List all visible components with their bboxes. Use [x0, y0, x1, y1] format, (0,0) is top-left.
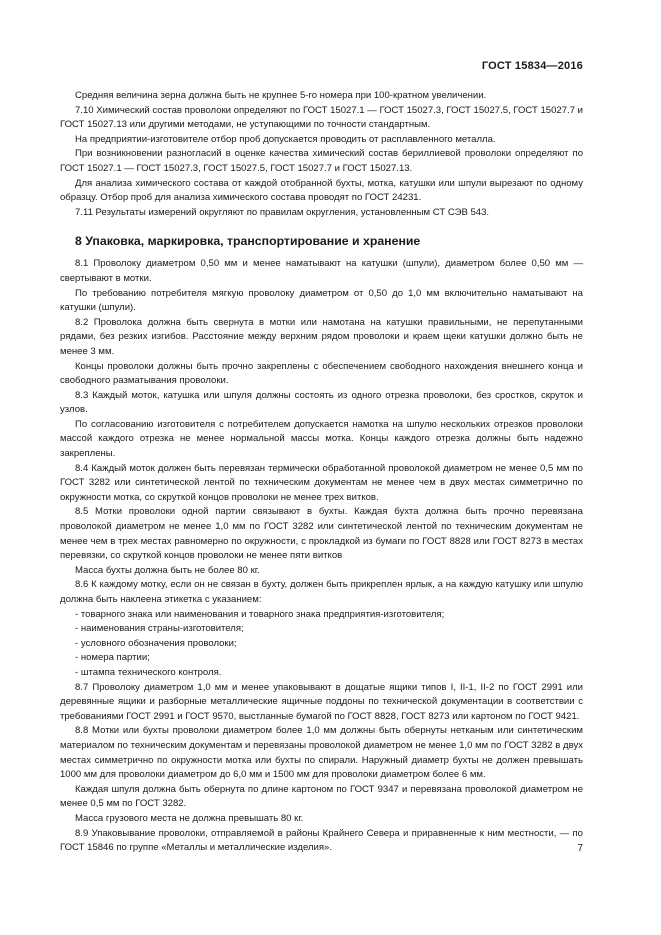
list-item: - номера партии;	[75, 652, 150, 664]
paragraph: 8.4 Каждый моток должен быть перевязан термически обработанной проволокой диаметром не менее 0,5 мм по ГОСТ 3282 или синтетической лентой по техническим документам не менее чем в двух местах симметрично по окружности мотка, со скруткой концов проволоки не менее трех витков.	[60, 462, 583, 503]
paragraph: 8.3 Каждый моток, катушка или шпуля должны состоять из одного отрезка проволоки, без сростков, скруток и узлов.	[60, 389, 583, 416]
list-item: - штампа технического контроля.	[75, 666, 222, 678]
document-header: ГОСТ 15834—2016	[481, 60, 583, 72]
paragraph: 8.1 Проволоку диаметром 0,50 мм и менее наматывают на катушки (шпули), диаметром более 0,50 мм — свертывают в мотки.	[60, 258, 583, 284]
paragraph: На предприятии-изготовителе отбор проб допускается проводить от расплавленного металла.	[75, 133, 496, 145]
paragraph: При возникновении разногласий в оценке качества химический состав бериллиевой проволоки определяют по ГОСТ 15027.1 — ГОСТ 15027.3, ГОСТ 15027.5, ГОСТ 15027.7 и ГОСТ 15027.13.	[60, 148, 583, 174]
page-number: 7	[577, 843, 583, 854]
paragraph: Для анализа химического состава от каждой отобранной бухты, мотка, катушки или шпули вырезают по одному образцу. Отбор проб для анализа химического состава проводят по ГОСТ 24231.	[60, 177, 583, 204]
list-item: - условного обозначения проволоки;	[75, 637, 237, 649]
list-item: - наименования страны-изготовителя;	[75, 623, 244, 635]
paragraph: 8.5 Мотки проволоки одной партии связывают в бухты. Каждая бухта должна быть прочно перевязана проволокой диаметром не менее 1,0 мм по ГОСТ 3282 или синтетической лентой по техническим документам не менее чем в трех местах равномерно по окружности, с прокладкой из бумаги по ГОСТ 8828 или ГОСТ 8273 в местах перевязки, со скруткой концов проволоки не менее пяти витков	[60, 506, 583, 562]
paragraph: Масса грузового места не должна превышать 80 кг.	[75, 812, 304, 824]
paragraph: Средняя величина зерна должна быть не крупнее 5-го номера при 100-кратном увеличении.	[75, 90, 487, 101]
paragraph: 8.6 К каждому мотку, если он не связан в бухту, должен быть прикреплен ярлык, а на каждую катушку или шпулю должна быть наклеена этикетка с указанием:	[60, 579, 583, 605]
paragraph: 8.7 Проволоку диаметром 1,0 мм и менее упаковывают в дощатые ящики типов I, II-1, II-2 по ГОСТ 2991 или деревянные ящики и разборные металлические ящичные поддоны по технической документации в соответствии с требованиями ГОСТ 2991 и ГОСТ 9570, выстланные бумагой по ГОСТ 8828, ГОСТ 8273 или картоном по ГОСТ 9421.	[60, 681, 583, 722]
paragraph: По требованию потребителя мягкую проволоку диаметром от 0,50 до 1,0 мм включительно наматывают на катушки (шпули).	[60, 287, 583, 314]
paragraph: По согласованию изготовителя с потребителем допускается намотка на шпулю нескольких отрезков проволоки массой каждого отрезка не менее нормальной массы мотка. Концы каждого отрезка должны быть надежно закреплены.	[60, 418, 583, 460]
paragraph: 8.2 Проволока должна быть свернута в мотки или намотана на катушки правильными, не перепутанными рядами, без резких изгибов. Расстояние между верхним рядом проволоки и краем щеки катушки должно быть не менее 3 мм.	[60, 316, 583, 357]
list-item: - товарного знака или наименования и товарного знака предприятия-изготовителя;	[75, 608, 445, 620]
paragraph: 8.9 Упаковывание проволоки, отправляемой в районы Крайнего Севера и приравненные к ним местности, — по ГОСТ 15846 по группе «Металлы и металлические изделия».	[60, 827, 583, 854]
section-title: 8 Упаковка, маркировка, транспортирование и хранение	[75, 234, 421, 249]
paragraph: Концы проволоки должны быть прочно закреплены с обеспечением свободного нахождения внешнего конца и свободного разматывания проволоки.	[60, 360, 583, 387]
paragraph: 7.10 Химический состав проволоки определяют по ГОСТ 15027.1 — ГОСТ 15027.3, ГОСТ 15027.5, ГОСТ 15027.7 и ГОСТ 15027.13 или другими методами, не уступающими по точности стандартным.	[60, 104, 583, 131]
paragraph: Каждая шпуля должна быть обернута по длине картоном по ГОСТ 9347 и перевязана проволокой диаметром не менее 0,5 мм по ГОСТ 3282.	[60, 783, 583, 810]
document-body	[60, 89, 583, 856]
paragraph: 7.11 Результаты измерений округляют по правилам округления, установленным СТ СЭВ 543.	[75, 206, 490, 218]
paragraph: Масса бухты должна быть не более 80 кг.	[75, 564, 260, 576]
paragraph: 8.8 Мотки или бухты проволоки диаметром более 1,0 мм должны быть обернуты нетканым или синтетическим материалом по техническим документам и перевязаны проволокой диаметром не менее 1,0 мм по ГОСТ 3282 в двух местах симметрично по окружности мотка или бухты по спирали. Наружный диаметр бухты не должен превышать 1000 мм для проволоки диаметром до 6,0 мм и 1500 мм для проволоки диаметром более 6 мм.	[60, 725, 583, 781]
